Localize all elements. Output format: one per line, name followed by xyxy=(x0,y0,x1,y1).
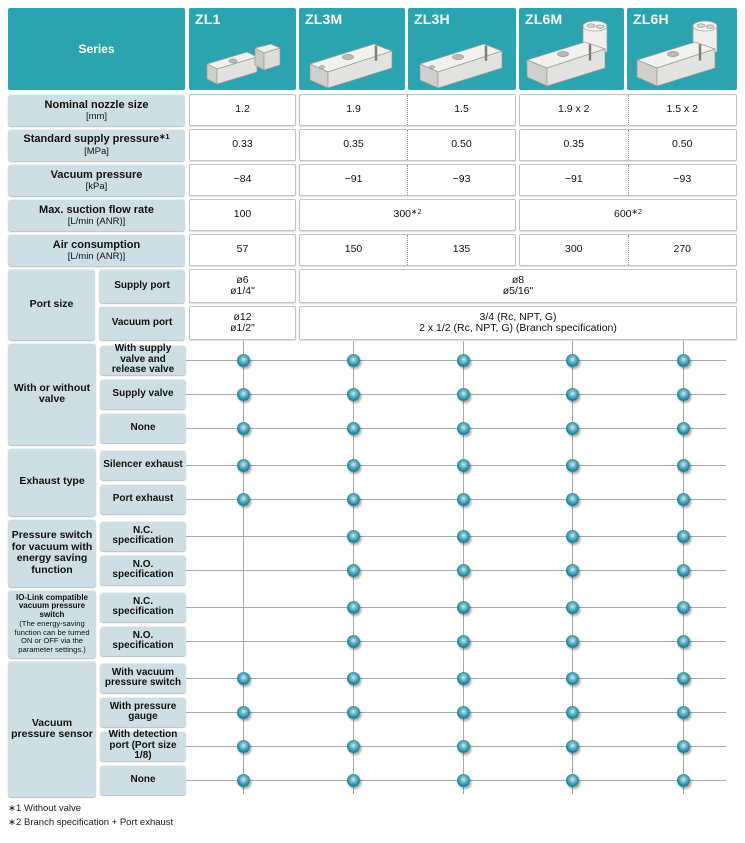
series-column-header-zl3m xyxy=(299,8,405,90)
spec-row xyxy=(8,164,737,196)
series-name-label: ZL6H xyxy=(633,11,669,27)
option-group xyxy=(8,661,737,797)
row-label: Vacuum pressure [kPa] xyxy=(8,164,185,196)
ejector-multistage-image xyxy=(302,28,402,90)
spec-value-cell: $300^{∗2}$ xyxy=(299,199,516,231)
availability-dot-zl3m xyxy=(347,774,360,787)
availability-dot-zl3h xyxy=(457,388,470,401)
row-label: N.C. specification xyxy=(100,592,186,622)
availability-dot-zl6m xyxy=(566,459,579,472)
spec-value-cell: 100 xyxy=(189,199,296,231)
group-label: IO-Link compatible vacuum pressure switch (The energy-saving function can be turned ON or OFF via the parameter settings.) xyxy=(8,590,96,658)
spec-value-cell: ø8 ø5/16" xyxy=(299,269,737,303)
option-group xyxy=(8,519,737,587)
availability-cells xyxy=(190,661,737,695)
group-label: Pressure switch for vacuum with energy saving function xyxy=(8,519,96,587)
row-label: N.C. specification xyxy=(100,521,186,551)
availability-dot-zl1 xyxy=(237,672,250,685)
availability-dot-zl6h xyxy=(677,354,690,367)
availability-dot-zl3m xyxy=(347,459,360,472)
availability-dot-zl6h xyxy=(677,740,690,753)
spec-value-cell: 1.9 1.5 xyxy=(299,94,516,126)
spec-value-cell: −84 xyxy=(189,164,296,196)
availability-dot-zl1 xyxy=(237,493,250,506)
spec-row xyxy=(8,129,737,161)
row-label: Nominal nozzle size [mm] xyxy=(8,94,185,126)
spec-value-cell: 1.9 x 2 1.5 x 2 xyxy=(519,94,737,126)
spec-row xyxy=(8,94,737,126)
availability-cells xyxy=(190,519,737,553)
option-row xyxy=(100,343,737,377)
option-row xyxy=(100,448,737,482)
availability-dot-zl6m xyxy=(566,530,579,543)
availability-dot-zl3m xyxy=(347,672,360,685)
availability-dot-zl6m xyxy=(566,493,579,506)
option-row xyxy=(100,661,737,695)
row-label: Supply valve xyxy=(100,379,186,409)
group-label: With or without valve xyxy=(8,343,96,445)
option-row xyxy=(100,411,737,445)
series-columns xyxy=(189,8,737,90)
availability-cells xyxy=(190,482,737,516)
availability-dot-zl6m xyxy=(566,635,579,648)
availability-dot-zl3m xyxy=(347,493,360,506)
availability-dot-zl3h xyxy=(457,635,470,648)
availability-dot-zl3m xyxy=(347,354,360,367)
spec-value-cell: $600^{∗2}$ xyxy=(519,199,737,231)
availability-dot-zl6h xyxy=(677,635,690,648)
spec-value-cell: −91 −93 xyxy=(519,164,737,196)
availability-dot-zl1 xyxy=(237,354,250,367)
availability-dot-zl6m xyxy=(566,706,579,719)
row-label: Standard supply pressure$^{∗1}$ [MPa] xyxy=(8,129,185,161)
availability-cells xyxy=(190,624,737,658)
spec-value-cell: −91 −93 xyxy=(299,164,516,196)
spec-value-cell: 0.35 0.50 xyxy=(519,129,737,161)
footnotes xyxy=(8,802,737,830)
group-label: Exhaust type xyxy=(8,448,96,516)
port-size-row xyxy=(99,269,737,303)
availability-cells xyxy=(190,729,737,763)
spec-value-cell: 0.35 0.50 xyxy=(299,129,516,161)
spec-value-cell: 3/4 (Rc, NPT, G) 2 x 1/2 (Rc, NPT, G) (Branch specification) xyxy=(299,306,737,340)
option-group xyxy=(8,448,737,516)
series-column-header-zl6h xyxy=(627,8,737,90)
spec-value-cell: 1.2 xyxy=(189,94,296,126)
availability-dot-zl6h xyxy=(677,672,690,685)
availability-dot-zl1 xyxy=(237,388,250,401)
availability-dot-zl1 xyxy=(237,459,250,472)
availability-dot-zl6h xyxy=(677,774,690,787)
spec-row xyxy=(8,234,737,266)
port-size-group xyxy=(8,269,737,340)
availability-dot-zl3m xyxy=(347,740,360,753)
availability-dot-zl6h xyxy=(677,388,690,401)
availability-dot-zl6h xyxy=(677,564,690,577)
availability-dot-zl3m xyxy=(347,564,360,577)
availability-dot-zl6m xyxy=(566,601,579,614)
option-row xyxy=(100,377,737,411)
option-row xyxy=(100,624,737,658)
availability-dot-zl1 xyxy=(237,740,250,753)
spec-value-cell: 0.33 xyxy=(189,129,296,161)
row-label: With pressure gauge xyxy=(100,697,186,727)
series-header-cell: Series xyxy=(8,8,185,90)
availability-dot-zl6h xyxy=(677,601,690,614)
row-label: Silencer exhaust xyxy=(100,450,186,480)
availability-dot-zl3h xyxy=(457,422,470,435)
availability-dot-zl6m xyxy=(566,774,579,787)
availability-cells xyxy=(190,377,737,411)
group-label: Port size xyxy=(8,269,95,340)
availability-dot-zl6m xyxy=(566,672,579,685)
series-name-label: ZL6M xyxy=(525,11,563,27)
spec-value-cell: ø6 ø1/4" xyxy=(189,269,296,303)
availability-dot-zl3h xyxy=(457,601,470,614)
availability-dot-zl1 xyxy=(237,706,250,719)
availability-dot-zl6h xyxy=(677,422,690,435)
availability-dot-zl6m xyxy=(566,740,579,753)
availability-dot-zl6m xyxy=(566,388,579,401)
availability-dot-zl6m xyxy=(566,354,579,367)
spec-value-cell: ø12 ø1/2" xyxy=(189,306,296,340)
ejector-multistage-silencer-tower-image xyxy=(521,16,623,90)
availability-dot-zl6h xyxy=(677,530,690,543)
availability-dot-zl6m xyxy=(566,422,579,435)
spec-value-cell: 57 xyxy=(189,234,296,266)
availability-cells xyxy=(190,411,737,445)
row-label: With vacuum pressure switch xyxy=(100,663,186,693)
availability-cells xyxy=(190,695,737,729)
row-label: Port exhaust xyxy=(100,484,186,514)
availability-dot-zl6h xyxy=(677,706,690,719)
option-row xyxy=(100,729,737,763)
availability-dot-zl3m xyxy=(347,601,360,614)
series-name-label: ZL3H xyxy=(414,11,450,27)
row-label: None xyxy=(100,765,186,795)
row-label: N.O. specification xyxy=(100,555,186,585)
availability-dot-zl3m xyxy=(347,635,360,648)
row-label: With supply valve and release valve xyxy=(100,345,186,375)
availability-dot-zl1 xyxy=(237,774,250,787)
series-column-header-zl1 xyxy=(189,8,296,90)
availability-dot-zl3h xyxy=(457,354,470,367)
footnote: ∗1 Without valve xyxy=(8,803,82,814)
availability-dot-zl6h xyxy=(677,493,690,506)
row-label: Supply port xyxy=(99,269,185,303)
table-header-row xyxy=(8,8,737,90)
spec-value-cell: 150 135 xyxy=(299,234,516,266)
ejector-multistage-silencer-tower-image xyxy=(631,16,733,90)
availability-dot-zl6h xyxy=(677,459,690,472)
availability-cells xyxy=(190,553,737,587)
option-row xyxy=(100,482,737,516)
option-row xyxy=(100,590,737,624)
availability-dot-zl6m xyxy=(566,564,579,577)
ejector-multistage-image xyxy=(412,28,512,90)
row-label: Air consumption [L/min (ANR)] xyxy=(8,234,185,266)
row-label: Max. suction flow rate [L/min (ANR)] xyxy=(8,199,185,231)
spec-rows xyxy=(8,94,737,266)
availability-dot-zl1 xyxy=(237,422,250,435)
option-group xyxy=(8,590,737,658)
port-size-row xyxy=(99,306,737,340)
row-label: With detection port (Port size 1/8) xyxy=(100,731,186,761)
option-row xyxy=(100,763,737,797)
availability-cells xyxy=(190,448,737,482)
availability-dot-zl3m xyxy=(347,388,360,401)
series-column-header-zl3h xyxy=(408,8,516,90)
series-name-label: ZL3M xyxy=(305,11,343,27)
row-label: N.O. specification xyxy=(100,626,186,656)
ejector-single-stage-image xyxy=(195,30,291,90)
availability-dot-zl3m xyxy=(347,530,360,543)
availability-dot-zl3h xyxy=(457,493,470,506)
availability-dot-zl3h xyxy=(457,706,470,719)
availability-cells xyxy=(190,590,737,624)
availability-dot-zl3h xyxy=(457,740,470,753)
availability-dot-zl3h xyxy=(457,459,470,472)
port-size-section xyxy=(8,269,737,340)
availability-dot-zl3m xyxy=(347,422,360,435)
footnote: ∗2 Branch specification + Port exhaust xyxy=(8,817,174,828)
option-row xyxy=(100,553,737,587)
series-column-header-zl6m xyxy=(519,8,624,90)
row-label: None xyxy=(100,413,186,443)
spec-row xyxy=(8,199,737,231)
availability-dot-zl3h xyxy=(457,530,470,543)
group-label: Vacuum pressure sensor xyxy=(8,661,96,797)
option-row xyxy=(100,695,737,729)
availability-cells xyxy=(190,343,737,377)
availability-matrix xyxy=(8,343,737,797)
series-name-label: ZL1 xyxy=(195,11,221,27)
availability-cells xyxy=(190,763,737,797)
availability-dot-zl3h xyxy=(457,672,470,685)
option-group xyxy=(8,343,737,445)
availability-dot-zl3m xyxy=(347,706,360,719)
availability-dot-zl3h xyxy=(457,774,470,787)
option-row xyxy=(100,519,737,553)
spec-value-cell: 300 270 xyxy=(519,234,737,266)
availability-dot-zl3h xyxy=(457,564,470,577)
row-label: Vacuum port xyxy=(99,306,185,340)
